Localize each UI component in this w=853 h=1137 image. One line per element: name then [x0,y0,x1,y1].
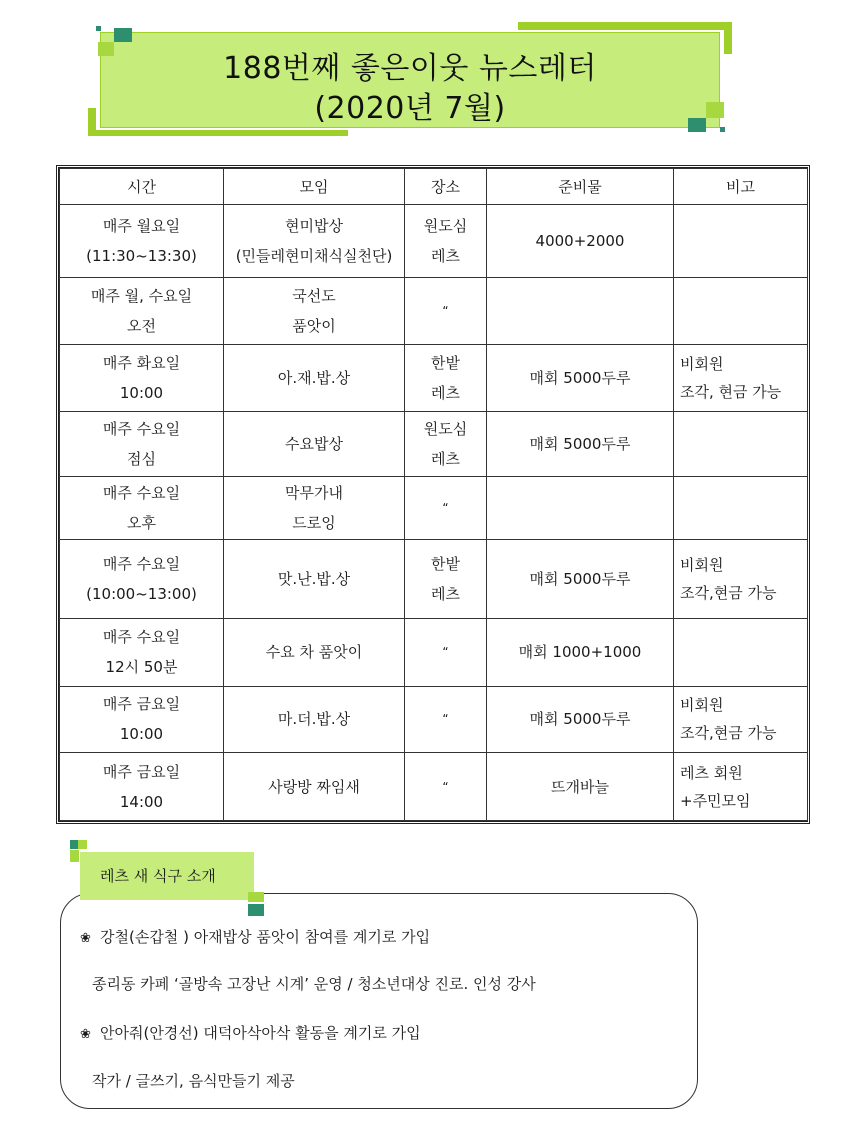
cell-text: 사랑방 짜임새 [268,777,360,796]
col-header-time: 시간 [60,169,224,205]
decor-square [96,26,101,31]
cell-text: 매주 월, 수요일 [90,287,193,306]
table-cell-supplies [487,753,674,821]
table-row [60,539,808,618]
table-cell-time [60,344,224,411]
banner-box [100,32,720,128]
cell-text: 마.더.밥.상 [277,710,351,729]
table-cell-meeting [224,539,405,618]
cell-text: 매주 수요일 [102,484,181,503]
decor-square [70,850,79,862]
table-cell-time [60,686,224,753]
table-cell-place [405,411,487,477]
intro-line-1: ❀ 강철(손갑철 ) 아재밥상 품앗이 참여를 계기로 가입 [80,928,431,946]
table-cell-note [674,539,808,618]
table-cell-meeting [224,278,405,345]
cell-text: 품앗이 [292,317,336,336]
flower-bullet-icon: ❀ [80,1027,91,1042]
cell-text: 4000+2000 [535,232,625,251]
cell-text: 한밭 [431,554,460,573]
cell-text: 오전 [127,317,156,336]
cell-text: 맛.난.밥.상 [277,569,351,588]
cell-text: 조각,현금 가능 [680,583,777,602]
cell-text: 현미밥상 [285,217,343,236]
cell-text: 비회원 [680,696,724,715]
cell-text: +주민모임 [680,791,751,810]
cell-text: 조각, 현금 가능 [680,382,782,401]
cell-text: 막무가내 [285,484,343,503]
cell-text: 매주 화요일 [102,353,181,372]
table-cell-supplies [487,411,674,477]
col-header-place: 장소 [405,169,487,205]
cell-text: 국선도 [292,287,336,306]
table-cell-meeting [224,686,405,753]
col-header-note: 비고 [674,169,808,205]
table-cell-note [674,477,808,540]
table-cell-note [674,411,808,477]
cell-text: (11:30~13:30) [86,247,197,266]
cell-text: 뜨개바늘 [551,777,609,796]
cell-text: 매주 금요일 [102,695,181,714]
banner-accent-bar [518,22,732,30]
table-cell-note [674,205,808,278]
table-cell-supplies [487,539,674,618]
table-row [60,344,808,411]
decor-square [248,904,264,916]
table-row [60,477,808,540]
col-header-meeting: 모임 [224,169,405,205]
schedule-table [59,168,808,821]
intro-line-2: 종리동 카페 ‘골방속 고장난 시계’ 운영 / 청소년대상 진로. 인성 강사 [92,975,536,993]
col-header-supplies: 준비물 [487,169,674,205]
cell-text: 매주 월요일 [102,217,181,236]
cell-text: 14:00 [119,792,164,811]
table-row [60,686,808,753]
table-cell-place [405,618,487,686]
table-cell-place [405,205,487,278]
ditto-mark: “ [442,712,449,727]
cell-text: 오후 [127,514,156,533]
intro-line-3: ❀ 안아줘(안경선) 대덕아삭아삭 활동을 계기로 가입 [80,1024,421,1042]
table-cell-place [405,686,487,753]
table-cell-note [674,753,808,821]
cell-text: 10:00 [119,383,164,402]
table-cell-place [405,344,487,411]
table-cell-place [405,477,487,540]
cell-text: 매주 수요일 [102,554,181,573]
table-row [60,753,808,821]
decor-square [98,42,114,56]
cell-text: 조각,현금 가능 [680,724,777,743]
ditto-mark: “ [442,304,449,319]
cell-text: 매회 5000두루 [529,368,631,387]
cell-text: (10:00~13:00) [86,584,197,603]
intro-heading: 레츠 새 식구 소개 [80,852,254,900]
cell-text: 원도심 [423,419,468,438]
decor-square [720,127,725,132]
cell-text: 12시 50분 [105,658,178,677]
ditto-mark: “ [442,645,449,660]
cell-text: 매회 5000두루 [529,434,631,453]
cell-text: 수요밥상 [285,434,343,453]
cell-text: 한밭 [431,353,460,372]
cell-text: 매주 수요일 [102,628,181,647]
decor-square [248,892,264,902]
table-cell-meeting [224,753,405,821]
cell-text: 비회원 [680,354,724,373]
table-cell-time [60,477,224,540]
table-cell-note [674,618,808,686]
table-cell-place [405,278,487,345]
decor-square [706,102,724,118]
flower-bullet-icon: ❀ [80,931,91,946]
table-cell-supplies [487,278,674,345]
cell-text: 원도심 [423,217,468,236]
ditto-mark: “ [442,779,449,794]
cell-text: 아.재.밥.상 [277,368,351,387]
table-cell-note [674,686,808,753]
cell-text: 수요 차 품앗이 [265,643,363,662]
table-cell-meeting [224,411,405,477]
newsletter-date: (2020년 7월) [314,91,506,126]
table-cell-place [405,539,487,618]
cell-text: 매회 5000두루 [529,710,631,729]
cell-text: 매주 금요일 [102,762,181,781]
table-cell-supplies [487,618,674,686]
table-cell-meeting [224,205,405,278]
table-cell-note [674,278,808,345]
cell-text: 레츠 [431,449,460,468]
table-cell-time [60,618,224,686]
cell-text: 10:00 [119,725,164,744]
newsletter-title: 188번째 좋은이웃 뉴스레터 [223,51,597,86]
table-cell-time [60,411,224,477]
table-cell-place [405,753,487,821]
decor-square [78,840,87,849]
table-row [60,205,808,278]
ditto-mark: “ [442,501,449,516]
decor-square [114,28,132,42]
table-row [60,411,808,477]
cell-text: 레츠 [431,584,460,603]
banner-accent-bar [88,130,348,136]
table-row [60,618,808,686]
table-cell-supplies [487,686,674,753]
table-cell-supplies [487,205,674,278]
cell-text: (민들레현미채식실천단) [235,247,393,266]
intro-line-4: 작가 / 글쓰기, 음식만들기 제공 [92,1072,295,1090]
banner-accent-bar [724,22,732,54]
table-cell-time [60,753,224,821]
cell-text: 매회 1000+1000 [518,643,642,662]
cell-text: 레츠 회원 [680,763,743,782]
table-cell-time [60,539,224,618]
table-cell-meeting [224,618,405,686]
table-cell-supplies [487,477,674,540]
table-header-row [60,169,808,205]
cell-text: 레츠 [431,383,460,402]
table-cell-note [674,344,808,411]
table-cell-time [60,205,224,278]
cell-text: 매주 수요일 [102,419,181,438]
table-row [60,278,808,345]
cell-text: 드로잉 [292,514,336,533]
decor-square [688,118,706,132]
table-cell-meeting [224,477,405,540]
cell-text: 점심 [127,449,156,468]
table-cell-time [60,278,224,345]
cell-text: 비회원 [680,555,724,574]
table-cell-meeting [224,344,405,411]
cell-text: 레츠 [431,247,460,266]
table-cell-supplies [487,344,674,411]
schedule-table-frame [56,165,810,824]
cell-text: 매회 5000두루 [529,569,631,588]
